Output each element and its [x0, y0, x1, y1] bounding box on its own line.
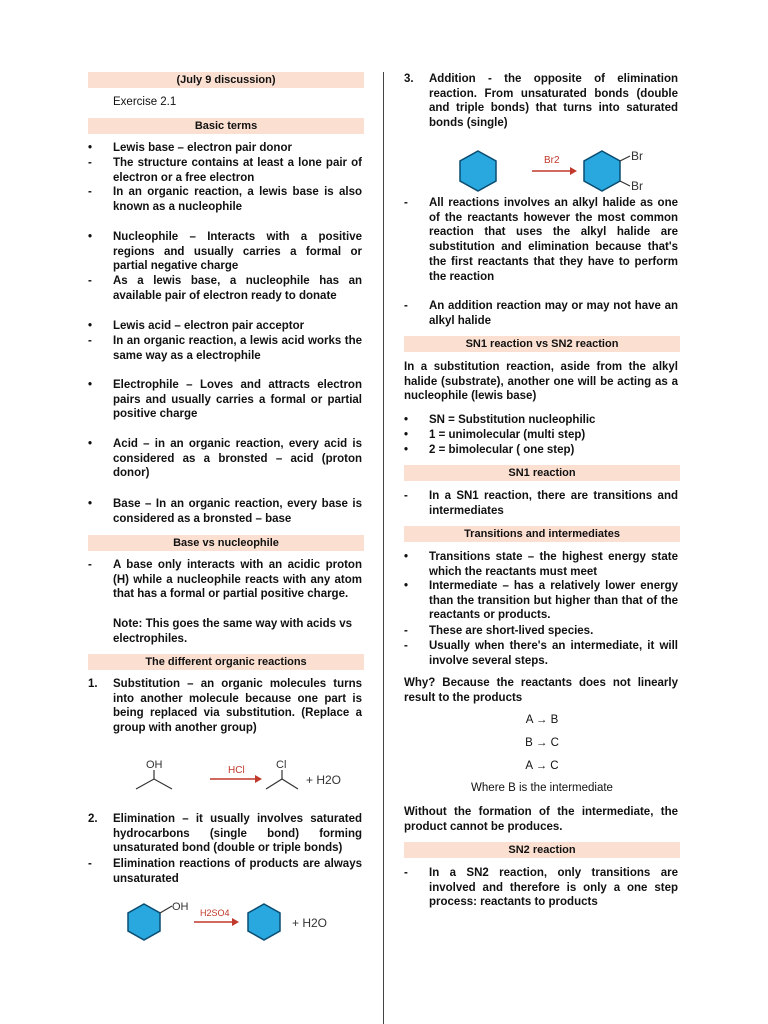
br-bond — [620, 181, 630, 186]
transitions-heading: Transitions and intermediates — [404, 526, 680, 542]
addition-reaction-diagram — [452, 143, 672, 199]
bromine-label: Br — [631, 179, 643, 193]
why-text: Why? Because the reactants does not linearly result to the products — [404, 677, 678, 704]
cyclohexene-ring — [248, 904, 280, 940]
br-bond — [620, 156, 630, 161]
water-byproduct-label: + H2O — [306, 773, 342, 787]
cyclohexene-ring — [460, 151, 496, 191]
sn1-vs-sn2-heading: SN1 reaction vs SN2 reaction — [404, 336, 680, 352]
sn1-heading: SN1 reaction — [404, 465, 680, 481]
chloride-label: Cl — [276, 759, 287, 771]
note-text: Note: This goes the same way with acids vs electrophiles. — [113, 618, 353, 645]
bromine-reagent-label: Br2 — [544, 155, 560, 166]
reactions-heading: The different organic reactions — [88, 654, 364, 670]
base-vs-nucleophile-heading: Base vs nucleophile — [88, 535, 364, 551]
equation-a-b: A → B — [525, 714, 559, 726]
bromine-label: Br — [631, 149, 643, 163]
basic-terms-heading: Basic terms — [88, 118, 364, 134]
arrowhead — [570, 167, 577, 175]
hcl-reagent-label: HCl — [228, 765, 245, 776]
substitution-intro: In a substitution reaction, aside from the alkyl halide (substrate), another one will be acting as a nucleophile (lewis base) — [404, 361, 678, 403]
arrowhead — [255, 775, 262, 783]
arrowhead — [232, 918, 239, 926]
oh-bond — [160, 906, 172, 913]
elimination-reaction-diagram — [120, 896, 360, 952]
dibromocyclohexane-ring — [584, 151, 620, 191]
column-divider — [383, 72, 384, 1024]
hydroxyl-label: OH — [146, 759, 163, 771]
water-byproduct-label: + H2O — [292, 916, 328, 930]
conclusion-text: Without the formation of the intermediate, the product cannot be produces. — [404, 806, 678, 833]
sn2-heading: SN2 reaction — [404, 842, 680, 858]
discussion-header: (July 9 discussion) — [88, 72, 364, 88]
chloropropane-skeleton — [266, 779, 298, 789]
sulfuric-acid-label: H2SO4 — [200, 908, 230, 918]
equation-b-c: B → C — [525, 737, 559, 749]
cyclohexanol-ring — [128, 904, 160, 940]
substitution-reaction-diagram — [130, 755, 360, 805]
exercise-label: Exercise 2.1 — [113, 96, 177, 108]
equation-a-c: A → C — [525, 760, 559, 772]
intermediate-note: Where B is the intermediate — [471, 782, 613, 794]
hydroxyl-label: OH — [172, 901, 189, 913]
isopropanol-skeleton — [136, 779, 172, 789]
